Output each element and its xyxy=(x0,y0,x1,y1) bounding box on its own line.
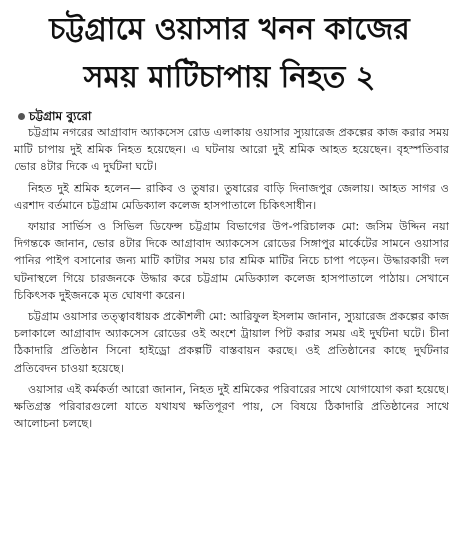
paragraph-5: ওয়াসার এই কর্মকর্তা আরো জানান, নিহত দুই শ্রমিকের পরিবারের সাথে যোগাযোগ করা হয়েছে। ক্ষতিগ্রস্ত পরিবারগুলো যাতে যথাযথ ক্ষতিপূরণ পায়, সে বিষয়ে ঠিকাদারি প্রতিষ্ঠানের সাথে আলোচনা চলছে। xyxy=(14,382,449,431)
paragraph-3: ফায়ার সার্ভিস ও সিভিল ডিফেন্স চট্টগ্রাম বিভাগের উপ-পরিচালক মো: জসিম উদ্দিন নয়া দিগন্তকে জানান, ভোর ৪টার দিকে আগ্রাবাদ অ্যাকসেস রোডের সিঙ্গাপুর মার্কেটের সামনে ওয়াসার পানির পাইপ বসানোর জন্য মাটি কাটার সময় চার শ্রমিক মাটির নিচে চাপা পড়েন। উদ্ধারকারী দল ঘটনাস্থলে গিয়ে চারজনকে উদ্ধার করে চট্টগ্রাম মেডিক্যাল কলেজ হাসপাতালে পাঠায়। সেখানে চিকিৎসক দুইজনকে মৃত ঘোষণা করেন। xyxy=(14,220,449,302)
headline xyxy=(8,6,451,102)
headline-line-2: সময় মাটিচাপায় নিহত ২ xyxy=(83,60,376,95)
byline xyxy=(18,108,459,124)
bullet-icon xyxy=(18,113,25,120)
paragraph-2: নিহত দুই শ্রমিক হলেন— রাকিব ও তুষার। তুষারের বাড়ি দিনাজপুর জেলায়। আহত সাগর ও এরশাদ বর্তমানে চট্টগ্রাম মেডিক্যাল কলেজ হাসপাতালে চিকিৎসাধীন। xyxy=(14,181,449,212)
byline-text: চট্টগ্রাম ব্যুরো xyxy=(29,109,92,123)
paragraph-4: চট্টগ্রাম ওয়াসার তত্ত্বাবধায়ক প্রকৌশলী মো: আরিফুল ইসলাম জানান, স্যুয়ারেজ প্রকল্পের কাজ চলাকালে আগ্রাবাদ অ্যাকসেস রোডের ওই অংশে ট্রায়াল পিট করার সময় এই দুর্ঘটনা ঘটে। চীনা ঠিকাদারি প্রতিষ্ঠান সিনো হাইড্রো প্রকল্পটি বাস্তবায়ন করছে। ওই প্রতিষ্ঠানের কাছে দুর্ঘটনার প্রতিবেদন চাওয়া হয়েছে। xyxy=(14,310,449,375)
headline-line-1: চট্টগ্রামে ওয়াসার খনন কাজের xyxy=(49,12,410,47)
paragraph-1: চট্টগ্রাম নগরের আগ্রাবাদ অ্যাকসেস রোড এলাকায় ওয়াসার স্যুয়ারেজ প্রকল্পের কাজ করার সময় মাটি চাপায় দুই শ্রমিক নিহত হয়েছেন। এ ঘটনায় আরো দুই শ্রমিক আহত হয়েছেন। বৃহস্পতিবার ভোর ৪টার দিকে এ দুর্ঘটনা ঘটে। xyxy=(14,126,449,174)
article-body xyxy=(14,124,449,432)
